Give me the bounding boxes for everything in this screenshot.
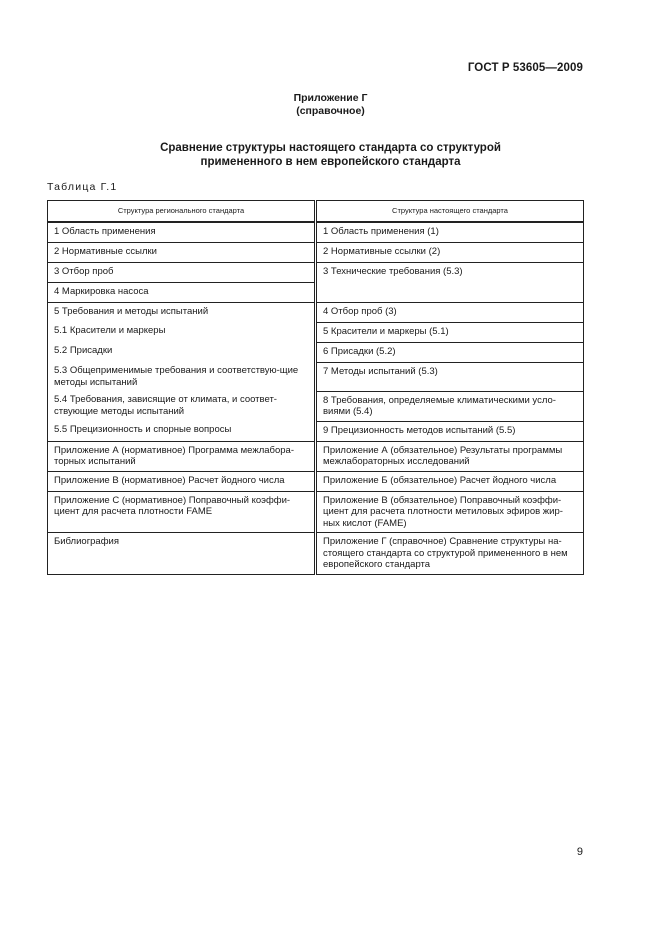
table-row bbox=[48, 533, 584, 575]
left-cell: Приложение С (нормативное) Поправочный коэффи-циент для расчета плотности FAME bbox=[48, 491, 316, 533]
left-cell: 1 Область применения bbox=[48, 222, 316, 243]
table-row bbox=[48, 491, 584, 533]
right-cell: 4 Отбор проб (3) bbox=[316, 302, 584, 322]
left-cell: Приложение В (нормативное) Расчет йодного числа bbox=[48, 471, 316, 491]
table-label: Таблица Г.1 bbox=[47, 181, 118, 193]
left-cell: 5.4 Требования, зависящие от климата, и соответ-ствующие методы испытаний bbox=[48, 391, 316, 421]
header-current-structure: Структура настоящего стандарта bbox=[316, 201, 584, 222]
document-title bbox=[0, 141, 661, 169]
left-cell: 4 Маркировка насоса bbox=[48, 282, 316, 302]
left-cell: 5.5 Прецизионность и спорные вопросы bbox=[48, 421, 316, 441]
right-cell: 6 Присадки (5.2) bbox=[316, 342, 584, 362]
right-cell: 8 Требования, определяемые климатическими усло-виями (5.4) bbox=[316, 391, 584, 421]
table-row bbox=[48, 421, 584, 441]
left-cell: 3 Отбор проб bbox=[48, 262, 316, 282]
right-cell: 2 Нормативные ссылки (2) bbox=[316, 242, 584, 262]
right-cell: Приложение Б (обязательное) Расчет йодного числа bbox=[316, 471, 584, 491]
appendix-subtitle: (справочное) bbox=[296, 105, 365, 117]
table-row bbox=[48, 302, 584, 322]
comparison-table bbox=[47, 200, 584, 575]
table-row bbox=[48, 222, 584, 243]
right-cell: Приложение А (обязательное) Результаты программы межлабораторных исследований bbox=[316, 441, 584, 471]
right-cell: 3 Технические требования (5.3) bbox=[316, 262, 584, 302]
left-cell: Библиография bbox=[48, 533, 316, 575]
table-row bbox=[48, 262, 584, 282]
table-row bbox=[48, 242, 584, 262]
right-cell: Приложение В (обязательное) Поправочный коэффи-циент для расчета плотности метиловых эфиров жир-ных кислот (FAME) bbox=[316, 491, 584, 533]
table-row bbox=[48, 362, 584, 391]
table-row bbox=[48, 441, 584, 471]
table-header-row bbox=[48, 201, 584, 222]
document-title-line-2: примененного в нем европейского стандарта bbox=[200, 156, 461, 168]
left-cell: 2 Нормативные ссылки bbox=[48, 242, 316, 262]
left-cell: 5.3 Общеприменимые требования и соответствую-щие методы испытаний bbox=[48, 362, 316, 391]
standard-number: ГОСТ Р 53605—2009 bbox=[467, 62, 583, 74]
table-row bbox=[48, 322, 584, 342]
page-number: 9 bbox=[576, 846, 583, 858]
right-cell: 7 Методы испытаний (5.3) bbox=[316, 362, 584, 391]
header-regional-structure: Структура регионального стандарта bbox=[48, 201, 316, 222]
appendix-heading bbox=[0, 92, 661, 118]
table-row bbox=[48, 471, 584, 491]
table-row bbox=[48, 342, 584, 362]
right-cell: Приложение Г (справочное) Сравнение структуры на-стоящего стандарта со структурой примененного в нем европейского стандарта bbox=[316, 533, 584, 575]
right-cell: 1 Область применения (1) bbox=[316, 222, 584, 243]
right-cell: 5 Красители и маркеры (5.1) bbox=[316, 322, 584, 342]
right-cell: 9 Прецизионность методов испытаний (5.5) bbox=[316, 421, 584, 441]
left-cell: 5.2 Присадки bbox=[48, 342, 316, 362]
document-title-line-1: Сравнение структуры настоящего стандарта со структурой bbox=[160, 142, 501, 154]
appendix-title: Приложение Г bbox=[293, 92, 368, 104]
left-cell: Приложение А (нормативное) Программа межлабора-торных испытаний bbox=[48, 441, 316, 471]
left-cell: 5.1 Красители и маркеры bbox=[48, 322, 316, 342]
table-row bbox=[48, 391, 584, 421]
left-cell: 5 Требования и методы испытаний bbox=[48, 302, 316, 322]
